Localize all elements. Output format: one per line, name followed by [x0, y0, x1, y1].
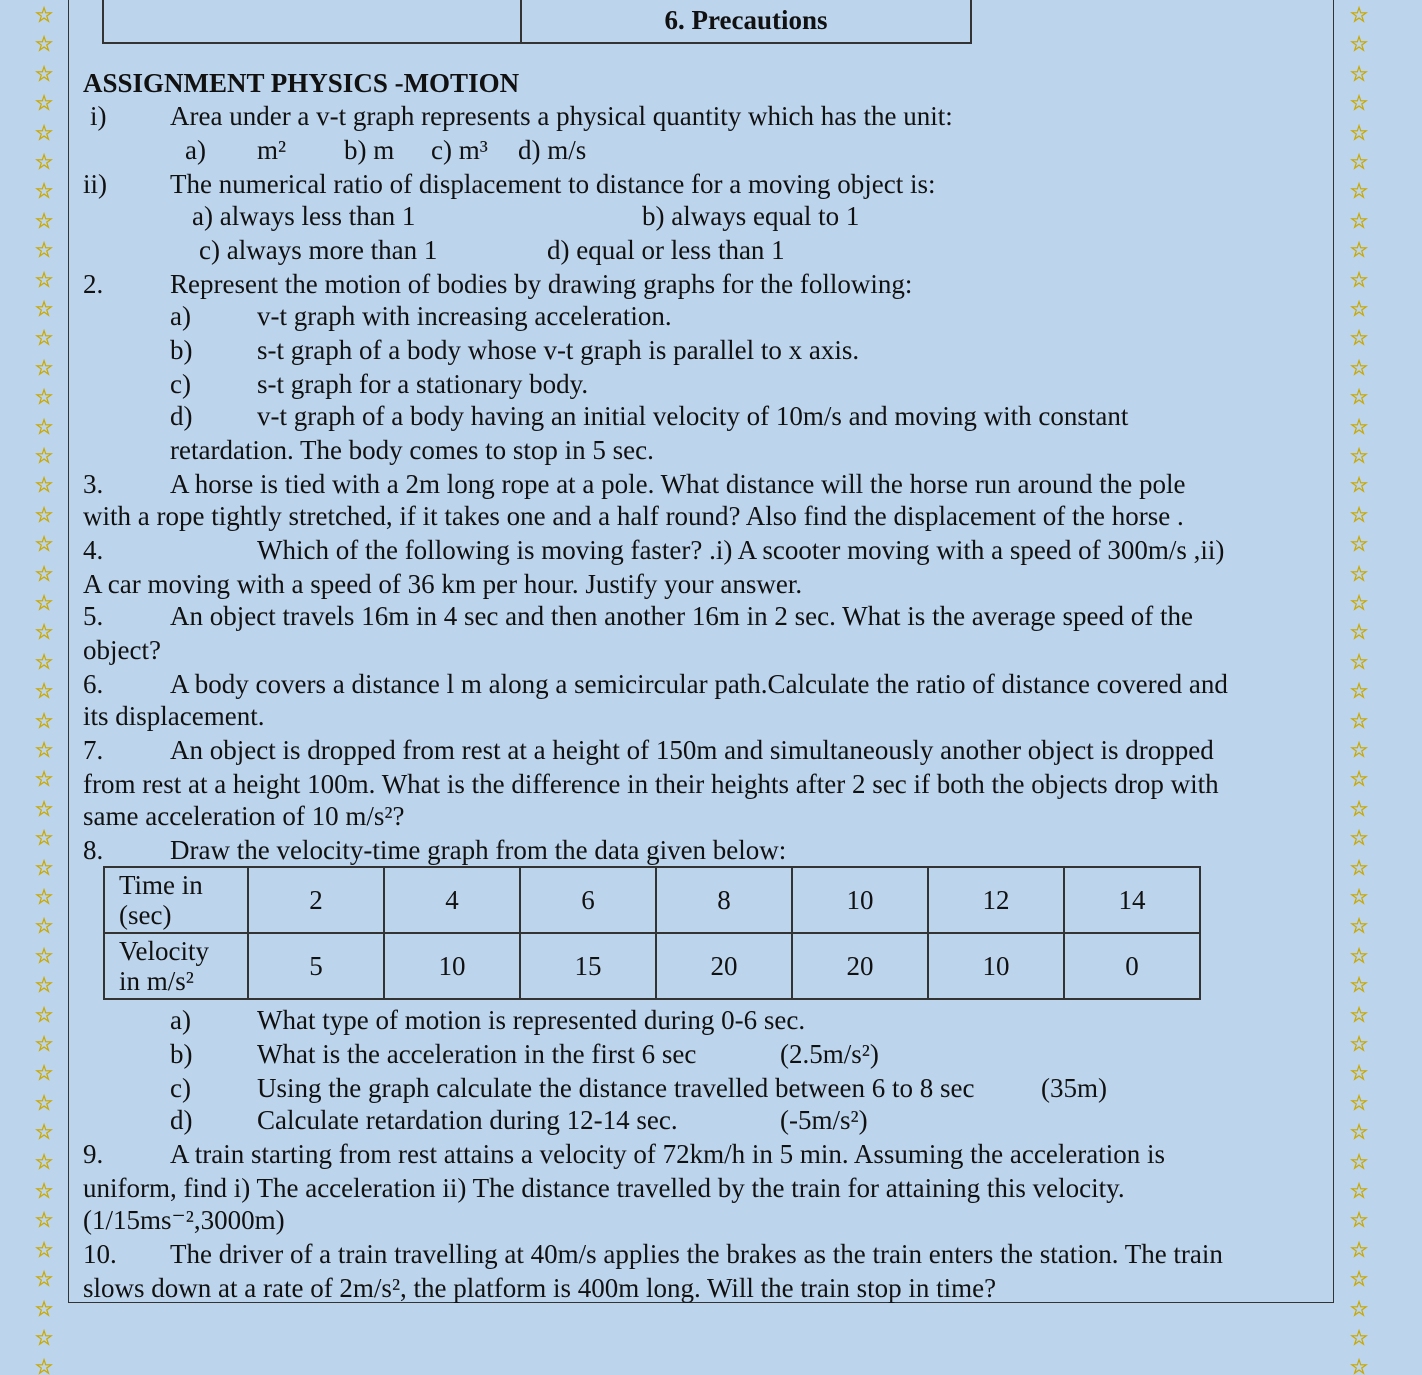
question-8-item-text: What is the acceleration in the first 6 sec: [257, 1039, 697, 1069]
star-icon: ☆: [1349, 796, 1369, 821]
star-icon: ☆: [34, 385, 54, 410]
question-2-item-label: b): [170, 335, 193, 365]
star-icon: ☆: [34, 1237, 54, 1262]
left-star-border: [31, 0, 57, 1375]
star-icon: ☆: [1349, 1267, 1369, 1292]
star-icon: ☆: [1349, 297, 1369, 321]
question-7-line-2: from rest at a height 100m. What is the difference in their heights after 2 sec if both the objects drop with: [83, 769, 1219, 799]
star-icon: ☆: [1349, 3, 1369, 27]
question-10-number: 10.: [83, 1239, 117, 1269]
question-10-line-2: slows down at a rate of 2m/s², the platform is 400m long. Will the train stop in time?: [83, 1273, 997, 1303]
question-8-item-answer: (35m): [1041, 1073, 1107, 1103]
star-icon: ☆: [1349, 1061, 1369, 1086]
star-icon: ☆: [34, 1061, 54, 1086]
question-2-item-text: s-t graph of a body whose v-t graph is parallel to x axis.: [257, 335, 860, 365]
question-ii-number: ii): [83, 169, 107, 199]
star-icon: ☆: [34, 914, 54, 939]
star-icon: ☆: [1349, 1296, 1369, 1321]
star-icon: ☆: [34, 738, 54, 762]
star-icon: ☆: [34, 120, 54, 145]
question-3-line-1: A horse is tied with a 2m long rope at a pole. What distance will the horse run around the pole: [170, 469, 1186, 499]
question-8-number: 8.: [83, 835, 104, 865]
question-7-number: 7.: [83, 735, 104, 765]
question-5-number: 5.: [83, 601, 104, 631]
question-2-item-text: v-t graph with increasing acceleration.: [257, 301, 672, 331]
question-i-option-a-label: a): [185, 135, 206, 165]
star-icon: ☆: [34, 208, 54, 233]
star-icon: ☆: [1349, 414, 1369, 439]
star-icon: ☆: [1349, 738, 1369, 762]
velocity-cell: 20: [792, 933, 928, 999]
star-icon: ☆: [1349, 120, 1369, 145]
question-8-item-text: Using the graph calculate the distance travelled between 6 to 8 sec: [257, 1073, 975, 1103]
star-icon: ☆: [34, 826, 54, 851]
star-icon: ☆: [34, 1120, 54, 1145]
star-icon: ☆: [34, 61, 54, 86]
star-icon: ☆: [34, 1355, 54, 1375]
star-icon: ☆: [34, 767, 54, 792]
question-2-item-label: d): [170, 401, 193, 431]
star-icon: ☆: [34, 1032, 54, 1056]
question-3-line-2: with a rope tightly stretched, if it takes one and a half round? Also find the displacement of the horse .: [83, 501, 1184, 531]
star-icon: ☆: [1349, 943, 1369, 968]
question-2-continuation: retardation. The body comes to stop in 5 sec.: [170, 435, 654, 465]
question-ii-option-c: c) always more than 1: [199, 235, 438, 265]
question-i-option-c: c) m³: [431, 135, 488, 165]
time-cell: 4: [384, 867, 520, 933]
right-star-border: [1346, 0, 1372, 1375]
precautions-table: [102, 0, 972, 44]
precautions-header: 6. Precautions: [521, 0, 971, 43]
star-icon: ☆: [1349, 444, 1369, 468]
star-icon: ☆: [34, 943, 54, 968]
star-icon: ☆: [1349, 1090, 1369, 1115]
question-8-item-answer: (2.5m/s²): [780, 1039, 879, 1069]
star-icon: ☆: [1349, 532, 1369, 557]
star-icon: ☆: [34, 973, 54, 998]
velocity-time-table: [103, 866, 1201, 1000]
question-8-item-answer: (-5m/s²): [780, 1105, 868, 1135]
question-4-number: 4.: [83, 535, 104, 565]
star-icon: ☆: [34, 326, 54, 351]
star-icon: ☆: [1349, 91, 1369, 116]
star-icon: ☆: [34, 855, 54, 880]
question-5-line-1: An object travels 16m in 4 sec and then another 16m in 2 sec. What is the average speed of the: [170, 601, 1193, 631]
question-2-text: Represent the motion of bodies by drawing graphs for the following:: [170, 269, 913, 299]
star-icon: ☆: [34, 267, 54, 292]
star-icon: ☆: [1349, 679, 1369, 704]
question-3-number: 3.: [83, 469, 104, 499]
star-icon: ☆: [34, 679, 54, 704]
question-ii-option-a: a) always less than 1: [192, 201, 416, 231]
time-header-line-2: (sec): [119, 900, 172, 930]
star-icon: ☆: [1349, 1237, 1369, 1262]
question-2-item-text: v-t graph of a body having an initial velocity of 10m/s and moving with constant: [257, 401, 1129, 431]
star-icon: ☆: [1349, 32, 1369, 57]
time-cell: 6: [520, 867, 656, 933]
time-cell: 8: [656, 867, 792, 933]
star-icon: ☆: [34, 1296, 54, 1321]
question-8-item-text: Calculate retardation during 12-14 sec.: [257, 1105, 678, 1135]
velocity-row-header: [104, 933, 248, 999]
question-ii-text: The numerical ratio of displacement to distance for a moving object is:: [170, 169, 936, 199]
question-i-option-a-value: m²: [257, 135, 287, 165]
star-icon: ☆: [1349, 1326, 1369, 1350]
star-icon: ☆: [1349, 561, 1369, 586]
star-icon: ☆: [34, 444, 54, 468]
question-8-item-label: b): [170, 1039, 193, 1069]
question-8-item-label: c): [170, 1073, 191, 1103]
star-icon: ☆: [34, 796, 54, 821]
time-header-line-1: Time in: [119, 870, 203, 900]
star-icon: ☆: [34, 561, 54, 586]
question-6-line-1: A body covers a distance l m along a semicircular path.Calculate the ratio of distance covered and: [170, 669, 1228, 699]
star-icon: ☆: [1349, 1208, 1369, 1233]
velocity-cell: 10: [928, 933, 1064, 999]
star-icon: ☆: [1349, 208, 1369, 233]
star-icon: ☆: [1349, 620, 1369, 645]
question-6-number: 6.: [83, 669, 104, 699]
star-icon: ☆: [1349, 1120, 1369, 1145]
question-7-line-3: same acceleration of 10 m/s²?: [83, 801, 405, 831]
star-icon: ☆: [34, 1326, 54, 1350]
star-icon: ☆: [1349, 591, 1369, 615]
question-8-text: Draw the velocity-time graph from the data given below:: [170, 835, 787, 865]
question-2-item-text: s-t graph for a stationary body.: [257, 369, 589, 399]
question-6-line-2: its displacement.: [83, 701, 265, 731]
time-cell: 2: [248, 867, 384, 933]
question-i-text: Area under a v-t graph represents a physical quantity which has the unit:: [170, 101, 953, 131]
star-icon: ☆: [1349, 1149, 1369, 1174]
star-icon: ☆: [1349, 267, 1369, 292]
velocity-cell: 0: [1064, 933, 1200, 999]
star-icon: ☆: [34, 91, 54, 116]
star-icon: ☆: [34, 1179, 54, 1203]
star-icon: ☆: [1349, 150, 1369, 174]
question-4-line-2: A car moving with a speed of 36 km per hour. Justify your answer.: [83, 569, 803, 599]
star-icon: ☆: [34, 238, 54, 263]
velocity-cell: 10: [384, 933, 520, 999]
star-icon: ☆: [1349, 61, 1369, 86]
star-icon: ☆: [34, 1002, 54, 1027]
question-8-item-label: d): [170, 1105, 193, 1135]
star-icon: ☆: [34, 591, 54, 615]
star-icon: ☆: [34, 32, 54, 57]
question-9-answer: (1/15ms⁻²,3000m): [83, 1205, 285, 1235]
time-cell: 10: [792, 867, 928, 933]
question-9-line-2: uniform, find i) The acceleration ii) The distance travelled by the train for attaining this velocity.: [83, 1173, 1125, 1203]
star-icon: ☆: [1349, 385, 1369, 410]
star-icon: ☆: [1349, 1179, 1369, 1203]
question-i-option-d: d) m/s: [518, 135, 587, 165]
star-icon: ☆: [1349, 649, 1369, 674]
star-icon: ☆: [34, 708, 54, 733]
question-9-line-1: A train starting from rest attains a velocity of 72km/h in 5 min. Assuming the acceleration is: [170, 1139, 1166, 1169]
star-icon: ☆: [34, 473, 54, 498]
question-ii-option-b: b) always equal to 1: [642, 201, 860, 231]
star-icon: ☆: [1349, 855, 1369, 880]
time-cell: 12: [928, 867, 1064, 933]
page-title: ASSIGNMENT PHYSICS -MOTION: [83, 68, 520, 98]
star-icon: ☆: [1349, 885, 1369, 909]
question-2-item-label: a): [170, 301, 191, 331]
star-icon: ☆: [1349, 1032, 1369, 1056]
star-icon: ☆: [1349, 708, 1369, 733]
time-row: [104, 867, 1200, 933]
star-icon: ☆: [1349, 1355, 1369, 1375]
star-icon: ☆: [1349, 767, 1369, 792]
velocity-row: [104, 933, 1200, 999]
star-icon: ☆: [1349, 826, 1369, 851]
question-8-item-text: What type of motion is represented during 0-6 sec.: [257, 1005, 806, 1035]
star-icon: ☆: [1349, 1002, 1369, 1027]
star-icon: ☆: [1349, 238, 1369, 263]
question-ii-option-d: d) equal or less than 1: [547, 235, 785, 265]
star-icon: ☆: [34, 355, 54, 380]
star-icon: ☆: [1349, 326, 1369, 351]
question-9-number: 9.: [83, 1139, 104, 1169]
star-icon: ☆: [1349, 473, 1369, 498]
time-cell: 14: [1064, 867, 1200, 933]
question-10-line-1: The driver of a train travelling at 40m/s applies the brakes as the train enters the station. The train: [170, 1239, 1223, 1269]
velocity-header-line-2: in m/s²: [119, 966, 194, 996]
star-icon: ☆: [34, 885, 54, 909]
question-2-number: 2.: [83, 269, 104, 299]
velocity-cell: 15: [520, 933, 656, 999]
question-i-option-b: b) m: [344, 135, 395, 165]
star-icon: ☆: [34, 414, 54, 439]
time-row-header: [104, 867, 248, 933]
question-7-line-1: An object is dropped from rest at a height of 150m and simultaneously another object is dropped: [170, 735, 1214, 765]
star-icon: ☆: [34, 1149, 54, 1174]
star-icon: ☆: [1349, 179, 1369, 204]
precautions-empty-cell: [103, 0, 521, 43]
star-icon: ☆: [1349, 914, 1369, 939]
star-icon: ☆: [34, 297, 54, 321]
star-icon: ☆: [1349, 502, 1369, 527]
star-icon: ☆: [34, 502, 54, 527]
star-icon: ☆: [34, 1208, 54, 1233]
star-icon: ☆: [34, 179, 54, 204]
star-icon: ☆: [34, 1267, 54, 1292]
question-4-line-1: Which of the following is moving faster? .i) A scooter moving with a speed of 300m/s ,ii): [257, 535, 1225, 565]
velocity-cell: 20: [656, 933, 792, 999]
star-icon: ☆: [34, 649, 54, 674]
question-i-number: i): [90, 101, 107, 131]
question-5-line-2: object?: [83, 635, 161, 665]
star-icon: ☆: [34, 150, 54, 174]
star-icon: ☆: [1349, 973, 1369, 998]
star-icon: ☆: [34, 532, 54, 557]
star-icon: ☆: [34, 3, 54, 27]
velocity-header-line-1: Velocity: [119, 936, 209, 966]
velocity-cell: 5: [248, 933, 384, 999]
question-8-item-label: a): [170, 1005, 191, 1035]
star-icon: ☆: [34, 620, 54, 645]
question-2-item-label: c): [170, 369, 191, 399]
star-icon: ☆: [34, 1090, 54, 1115]
star-icon: ☆: [1349, 355, 1369, 380]
